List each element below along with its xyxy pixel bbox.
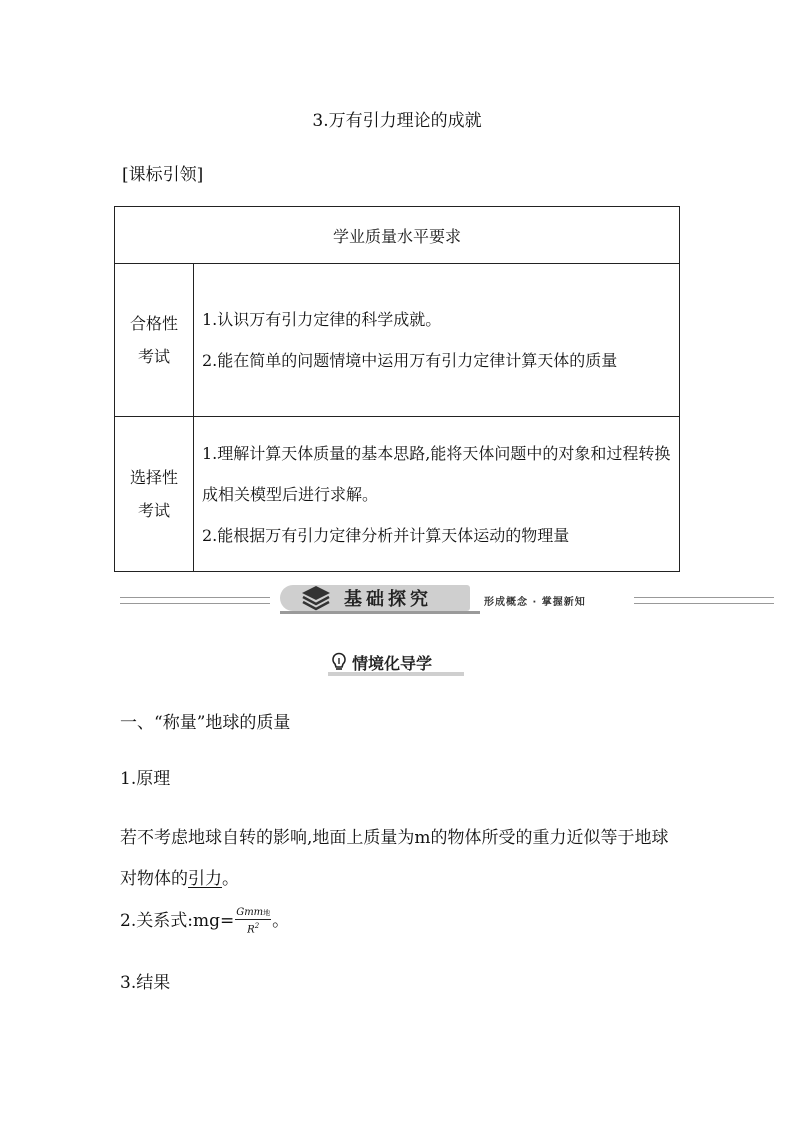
row-content xyxy=(194,417,680,572)
section-banner xyxy=(120,582,774,618)
relation-end: 。 xyxy=(272,911,290,931)
principle-answer: 引力 xyxy=(188,869,222,889)
relation-label: 2.关系式:mg= xyxy=(120,911,235,931)
fraction-numerator: Gmm地 xyxy=(236,906,271,918)
banner-rule-left xyxy=(120,597,270,604)
relation-line xyxy=(120,906,289,936)
principle-text: 若不考虑地球自转的影响,地面上质量为m的物体所受的重力近似等于地球对物体的 xyxy=(120,828,669,889)
relation-fraction xyxy=(235,907,271,936)
table-header-row xyxy=(115,207,680,264)
requirement-item: 2.能在简单的问题情境中运用万有引力定律计算天体的质量 xyxy=(202,351,618,370)
principle-end: 。 xyxy=(222,869,239,889)
bulb-icon xyxy=(330,652,348,672)
guide-label: [课标引领] xyxy=(122,165,204,185)
item-principle: 1.原理 xyxy=(120,769,171,789)
banner-subtitle: 形成概念 · 掌握新知 xyxy=(484,597,586,608)
requirement-item: 2.能根据万有引力定律分析并计算天体运动的物理量 xyxy=(202,525,570,545)
section-title: 3.万有引力理论的成就 xyxy=(312,111,482,131)
fraction-denominator: $R^2$ xyxy=(247,921,260,936)
principle-paragraph xyxy=(120,818,685,900)
requirement-item: 1.理解计算天体质量的基本思路,能将天体问题中的对象和过程转换成相关模型后进行求解。 xyxy=(202,443,671,504)
subheading xyxy=(328,650,464,676)
heading-1: 一、“称量”地球的质量 xyxy=(120,713,291,733)
row-label-line: 选择性 xyxy=(129,468,178,487)
banner-rule-right xyxy=(634,597,774,604)
table-header: 学业质量水平要求 xyxy=(115,207,680,264)
row-label-line: 合格性 xyxy=(129,314,178,333)
table-row xyxy=(115,417,680,572)
requirements-table xyxy=(114,206,680,572)
row-label-line: 考试 xyxy=(137,501,170,520)
row-label xyxy=(115,417,194,572)
row-content xyxy=(194,264,680,417)
layers-icon xyxy=(300,584,332,612)
banner-title: 基础探究 xyxy=(344,589,432,610)
subheading-text: 情境化导学 xyxy=(352,654,433,673)
table-row xyxy=(115,264,680,417)
item-result: 3.结果 xyxy=(120,973,171,993)
requirement-item: 1.认识万有引力定律的科学成就。 xyxy=(202,310,442,329)
row-label-line: 考试 xyxy=(137,347,170,366)
row-label xyxy=(115,264,194,417)
